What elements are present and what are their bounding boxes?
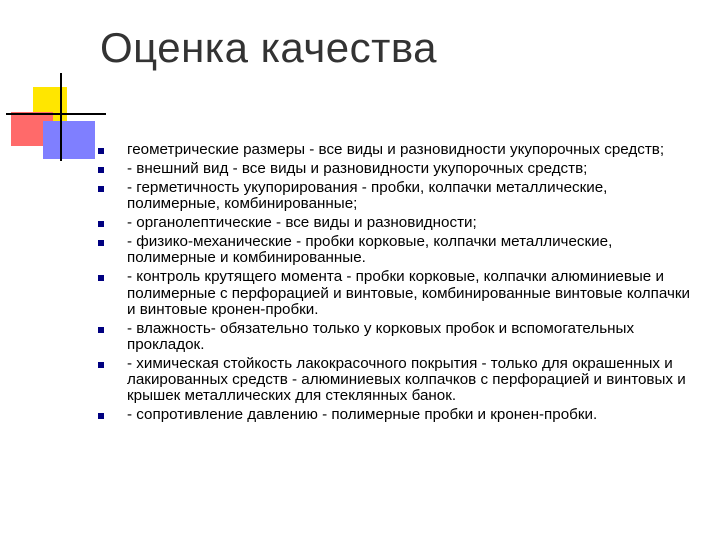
bullet-item	[96, 142, 700, 158]
slide-title: Оценка качества	[100, 24, 438, 71]
bullet-text: - химическая стойкость лакокрасочного покрытия - только для окрашенных и лакированных средств - алюминиевых колпачков с перфорацией и винтовых и крышек металлических для стеклянных банок.	[127, 355, 686, 405]
square-bullet-icon	[98, 362, 104, 368]
decor-blue-square	[43, 121, 95, 159]
decor-horizontal-line	[6, 113, 106, 115]
bullet-item	[96, 215, 700, 231]
bullet-item	[96, 180, 700, 212]
square-bullet-icon	[98, 275, 104, 281]
square-bullet-icon	[98, 148, 104, 154]
bullet-text: - герметичность укупорирования - пробки, колпачки металлические, полимерные, комбинированные;	[127, 179, 608, 213]
square-bullet-icon	[98, 240, 104, 246]
bullet-item	[96, 321, 700, 353]
bullet-item	[96, 234, 700, 266]
bullet-text: - органолептические - все виды и разновидности;	[127, 214, 477, 232]
square-bullet-icon	[98, 327, 104, 333]
bullet-item	[96, 407, 700, 423]
bullet-text: геометрические размеры - все виды и разновидности укупорочных средств;	[127, 141, 665, 158]
bullet-text: - контроль крутящего момента - пробки корковые, колпачки алюминиевые и полимерные с перфорацией и винтовые, комбинированные винтовые колпачки и винтовые кронен-пробки.	[127, 268, 690, 318]
bullet-text: - влажность- обязательно только у корковых пробок и вспомогательных прокладок.	[127, 319, 635, 354]
square-bullet-icon	[98, 167, 104, 173]
square-bullet-icon	[98, 186, 104, 192]
bullet-item	[96, 161, 700, 177]
decor-vertical-line	[60, 73, 62, 161]
bullet-item	[96, 356, 700, 405]
bullet-item	[96, 269, 700, 318]
square-bullet-icon	[98, 221, 104, 227]
bullet-text: - внешний вид - все виды и разновидности укупорочных средств;	[127, 160, 588, 177]
bullet-text: - физико-механические - пробки корковые, колпачки металлические, полимерные и комбинированные.	[127, 233, 613, 267]
bullet-text: - сопротивление давлению - полимерные пробки и кронен-пробки.	[127, 406, 598, 424]
square-bullet-icon	[98, 413, 104, 419]
bullet-list	[96, 142, 700, 426]
